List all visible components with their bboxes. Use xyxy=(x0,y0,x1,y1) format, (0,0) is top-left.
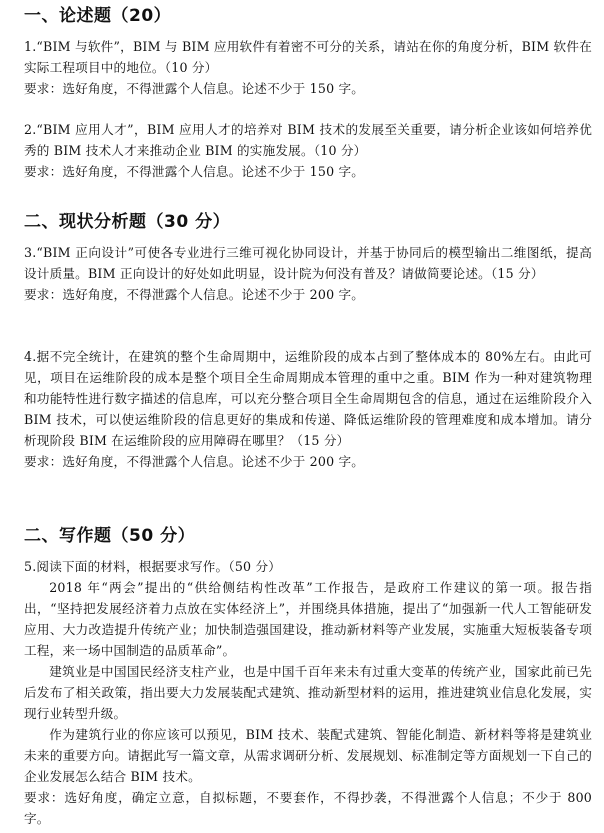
question-1-text: 1.“BIM 与软件”，BIM 与 BIM 应用软件有着密不可分的关系，请站在你的角度分析，BIM 软件在实际工程项目中的地位。（10 分） xyxy=(24,39,592,75)
question-3-requirement: 要求：选好角度，不得泄露个人信息。论述不少于 200 字。 xyxy=(24,287,365,302)
section-title-writing: 二、写作题（50 分） xyxy=(24,526,196,546)
question-5 xyxy=(24,556,592,829)
question-3-text: 3.“BIM 正向设计”可使各专业进行三维可视化协同设计，并基于协同后的模型输出二维图纸，提高设计质量。BIM 正向设计的好处如此明显，设计院为何没有普及？请做简要论述。（15 分） xyxy=(24,245,592,281)
section-title-essay: 一、论述题（20） xyxy=(24,6,172,26)
question-2-text: 2.“BIM 应用人才”，BIM 应用人才的培养对 BIM 技术的发展至关重要，请分析企业该如何培养优秀的 BIM 技术人才来推动企业 BIM 的实施发展。（10 分） xyxy=(24,122,592,158)
question-2 xyxy=(24,119,592,182)
question-5-requirement: 要求：选好角度，确定立意，自拟标题，不要套作，不得抄袭，不得泄露个人信息；不少于 800 字。 xyxy=(24,790,592,826)
material-paragraph-1: 2018 年“两会”提出的“供给侧结构性改革”工作报告，是政府工作建议的第一项。报告指出，“坚持把发展经济着力点放在实体经济上”，并围绕具体措施，提出了“加强新一代人工智能研发应用、大力改造提升传统产业；加快制造强国建设，推动新材料等产业发展，实施重大短板装备专项工程，来一场中国制造的品质革命”。 xyxy=(24,580,592,658)
question-5-prompt: 5.阅读下面的材料，根据要求写作。（50 分） xyxy=(24,559,282,574)
question-2-requirement: 要求：选好角度，不得泄露个人信息。论述不少于 150 字。 xyxy=(24,164,365,179)
material-paragraph-3: 作为建筑行业的你应该可以预见，BIM 技术、装配式建筑、智能化制造、新材料等将是建筑业未来的重要方向。请据此写一篇文章，从需求调研分析、发展规划、标准制定等方面规划一下自己的企业发展怎么结合 BIM 技术。 xyxy=(24,727,592,784)
question-4 xyxy=(24,346,592,472)
question-1-requirement: 要求：选好角度，不得泄露个人信息。论述不少于 150 字。 xyxy=(24,81,365,96)
question-4-text: 4.据不完全统计，在建筑的整个生命周期中，运维阶段的成本占到了整体成本的 80%左右。由此可见，项目在运维阶段的成本是整个项目全生命周期成本管理的重中之重。BIM 作为一种对建筑物理和功能特性进行数字描述的信息库，可以充分整合项目全生命周期包含的信息，通过在运维阶段介入 BIM 技术，可以使运维阶段的信息更好的集成和传递、降低运维阶段的管理难度和成本增加。请分析现阶段 BIM 在运维阶段的应用障碍在哪里？（15 分） xyxy=(24,349,592,448)
question-4-requirement: 要求：选好角度，不得泄露个人信息。论述不少于 200 字。 xyxy=(24,454,365,469)
section-title-analysis: 二、现状分析题（30 分） xyxy=(24,212,231,232)
question-3 xyxy=(24,242,592,305)
material-paragraph-2: 建筑业是中国国民经济支柱产业，也是中国千百年来未有过重大变革的传统产业，国家此前已先后发布了相关政策，指出要大力发展装配式建筑、推动新型材料的运用，推进建筑业信息化发展，实现行业转型升级。 xyxy=(24,664,592,721)
question-1 xyxy=(24,36,592,99)
